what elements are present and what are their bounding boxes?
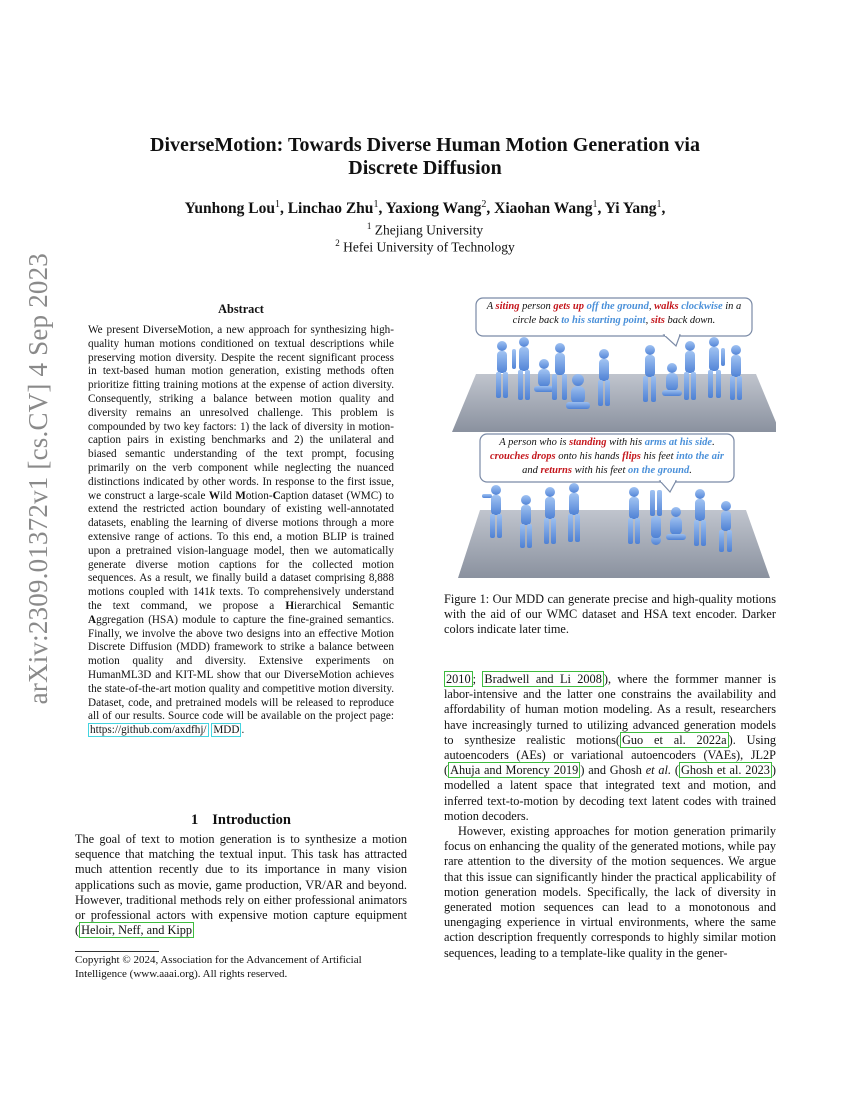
prompt-text: onto his hands [555,451,623,462]
prompt-text: A person who is [499,437,570,448]
prompt-text: his feet [640,451,677,462]
verb-highlight: walks [654,301,679,312]
project-link[interactable]: https://github.com/axdfhj/ [90,724,207,737]
prompt-text: back down. [664,315,716,326]
project-link[interactable]: MDD [213,724,240,737]
paragraph: However, existing approaches for motion generation primarily focus on enhancing the quality of the generated motions, while pay rare attention to the diversity of the motion sequences. We argue that this issue can significantly hinder the practical applicability of motion generation models. Specifically, the lack of diversity in generated motion sequences can lead to a monotonous and unengaging experience in virtual environments, where the same action description frequently corresponds to highly similar motion sequences, leading to a template-like quality in the gener- [444,824,776,960]
figure-1 [444,294,776,582]
prompt-text: person [519,301,554,312]
citation-link[interactable]: Ahuja and Morency 2019 [450,763,579,778]
author: Yaxiong Wang$^2$, [385,199,495,218]
verb-highlight: gets up [553,301,584,312]
prompt-text: . [712,437,715,448]
prompt-text: , [648,301,655,312]
title-line-2: Discrete Diffusion [348,157,502,179]
citation-link[interactable]: Heloir, Neff, and Kipp [81,923,193,938]
prompt-text: A [486,301,496,312]
verb-highlight: crouches drops [490,451,556,462]
prompt-text: with his feet [571,465,628,476]
prompt-text: , [645,315,651,326]
section-heading: 1 Introduction [191,812,291,828]
affiliation: $^2$ Hefei University of Technology [335,238,515,255]
copyright-note: Copyright © 2024, Association for the Advancement of Artificial Intelligence (www.aaai.org). All rights reserved. [75,954,362,980]
author: Yunhong Lou$^1$, [184,199,288,218]
prompt-text: and [522,465,541,476]
author: Yi Yang$^1$, [604,199,666,218]
speech-bubble [480,434,734,492]
intro-body: The goal of text to motion generation is to synthesize a motion sequence that matching the textual input. This task has attracted much attention recently due to its importance in many vision applications such as movie, game production, VR/AR and beyond. However, traditional methods rely on either professional animators or professional actors with expensive motion capture equipment ( Heloir, Neff, and Kipp [75,832,407,938]
phrase-highlight: off the ground [586,301,649,312]
prompt-text: in a circle back [512,301,742,326]
author-list [80,199,770,218]
abstract-body: We present DiverseMotion, a new approach for synthesizing high-quality human motions conditioned on textual descriptions while preserving motion diversity. Despite the recent significant process in text-based human motion generation, existing methods often prioritize fitting training motions at the expense of action diversity. Consequently, striking a balance between motion quality and diversity remains an unresolved challenge. This problem is compounded by two key factors: 1) the lack of diversity in motion-caption pairs in existing benchmarks and 2) the unilateral and biased semantic understanding of the text prompt, focusing primarily on the verb component while neglecting the nuanced distinctions indicated by other words. In response to the first issue, we construct a large-scale Wild Motion-Caption dataset (WMC) to extend the restricted action boundary of existing well-annotated datasets, enabling the learning of diverse motions through a more extensive range of actions. To this end, a motion BLIP is trained upon a pretrained vision-language model, then we automatically generate diverse motion captions for the collected motion sequences. As a result, we finally build a dataset comprising 8,888 motions coupled with 141k texts. To comprehensively understand the text command, we propose a Hierarchical Semantic Aggregation (HSA) module to capture the fine-grained semantics. Finally, we involve the above two designs into an effective Motion Discrete Diffusion (MDD) framework to strike a balance between motion quality and diversity. Extensive experiments on HumanML3D and KIT-ML show that our DiverseMotion achieves the state-of-the-art motion quality and competitive motion diversity. Dataset, code, and pretrained models will be released to reproduce all of our results. Source code will be available on the project page: https://github.com/axdfhj/ MDD . [88,324,395,737]
verb-highlight: siting [495,301,520,312]
arxiv-stamp [16,253,60,705]
affiliation: $^1$ Zhejiang University [366,221,484,238]
prompt-text: with his [606,437,645,448]
phrase-highlight: clockwise [681,301,723,312]
phrase-highlight: to his starting point [561,315,646,326]
right-column-body: 2010 ; Bradwell and Li 2008 ), where the formmer manner is labor-intensive and the latter one constrains the availability and affordability of human motion modeling. As a result, researchers have increasingly turned to utilizing advanced generation models to synthesize realistic motions( Guo et al. 2022a ). Using autoencoders (AEs) or variational autoencoders (VAEs), JL2P ( Ahuja and Morency 2019 ) and Ghosh et al. ( Ghosh et al. 2023 ) modelled a latent space that integrated text and motion, and inferred text-to-motion by decoding text latent codes with trained motion decoders. However, existing approaches for motion generation primarily focus on enhancing the quality of the generated motions, while pay rare attention to the diversity of the motion sequences. We argue that this issue can significantly hinder the practical applicability of motion generation models. Specifically, the lack of diversity in generated motion sequences can lead to a monotonous and unengaging experience in virtual environments, where the same action description frequently corresponds to highly similar motion sequences, leading to a template-like quality in the gener- [444,672,777,960]
citation-link[interactable]: Ghosh et al. 2023 [680,763,770,778]
author: Xiaohan Wang$^1$, [494,199,605,218]
paper-title [100,134,750,180]
verb-highlight: standing [569,437,607,448]
citation-link[interactable]: Guo et al. 2022a [622,732,727,747]
verb-highlight: sits [650,315,665,326]
figure-caption: Figure 1: Our MDD can generate precise and high-quality motions with the aid of our WMC dataset and HSA text encoder. Darker colors indicate later time. [444,592,776,637]
caption-prompt-2 [484,436,730,478]
citation-link[interactable]: Bradwell and Li 2008 [484,672,602,686]
author: Linchao Zhu$^1$, [287,199,386,218]
title-line-1: DiverseMotion: Towards Diverse Human Motion Generation via [150,134,700,156]
verb-highlight: flips [622,451,641,462]
figure-illustration [444,294,776,582]
phrase-highlight: into the air [676,451,724,462]
footnote-rule [75,951,159,952]
prompt-text: . [689,465,692,476]
citation-link[interactable]: 2010 [446,672,471,686]
caption-prompt-1 [480,300,748,328]
verb-highlight: returns [540,465,572,476]
arxiv-id: arXiv:2309.01372v1 [cs.CV] 4 Sep 2023 [22,253,53,705]
abstract-heading: Abstract [218,302,264,316]
phrase-highlight: on the ground [627,465,690,476]
phrase-highlight: arms at his side [644,437,713,448]
